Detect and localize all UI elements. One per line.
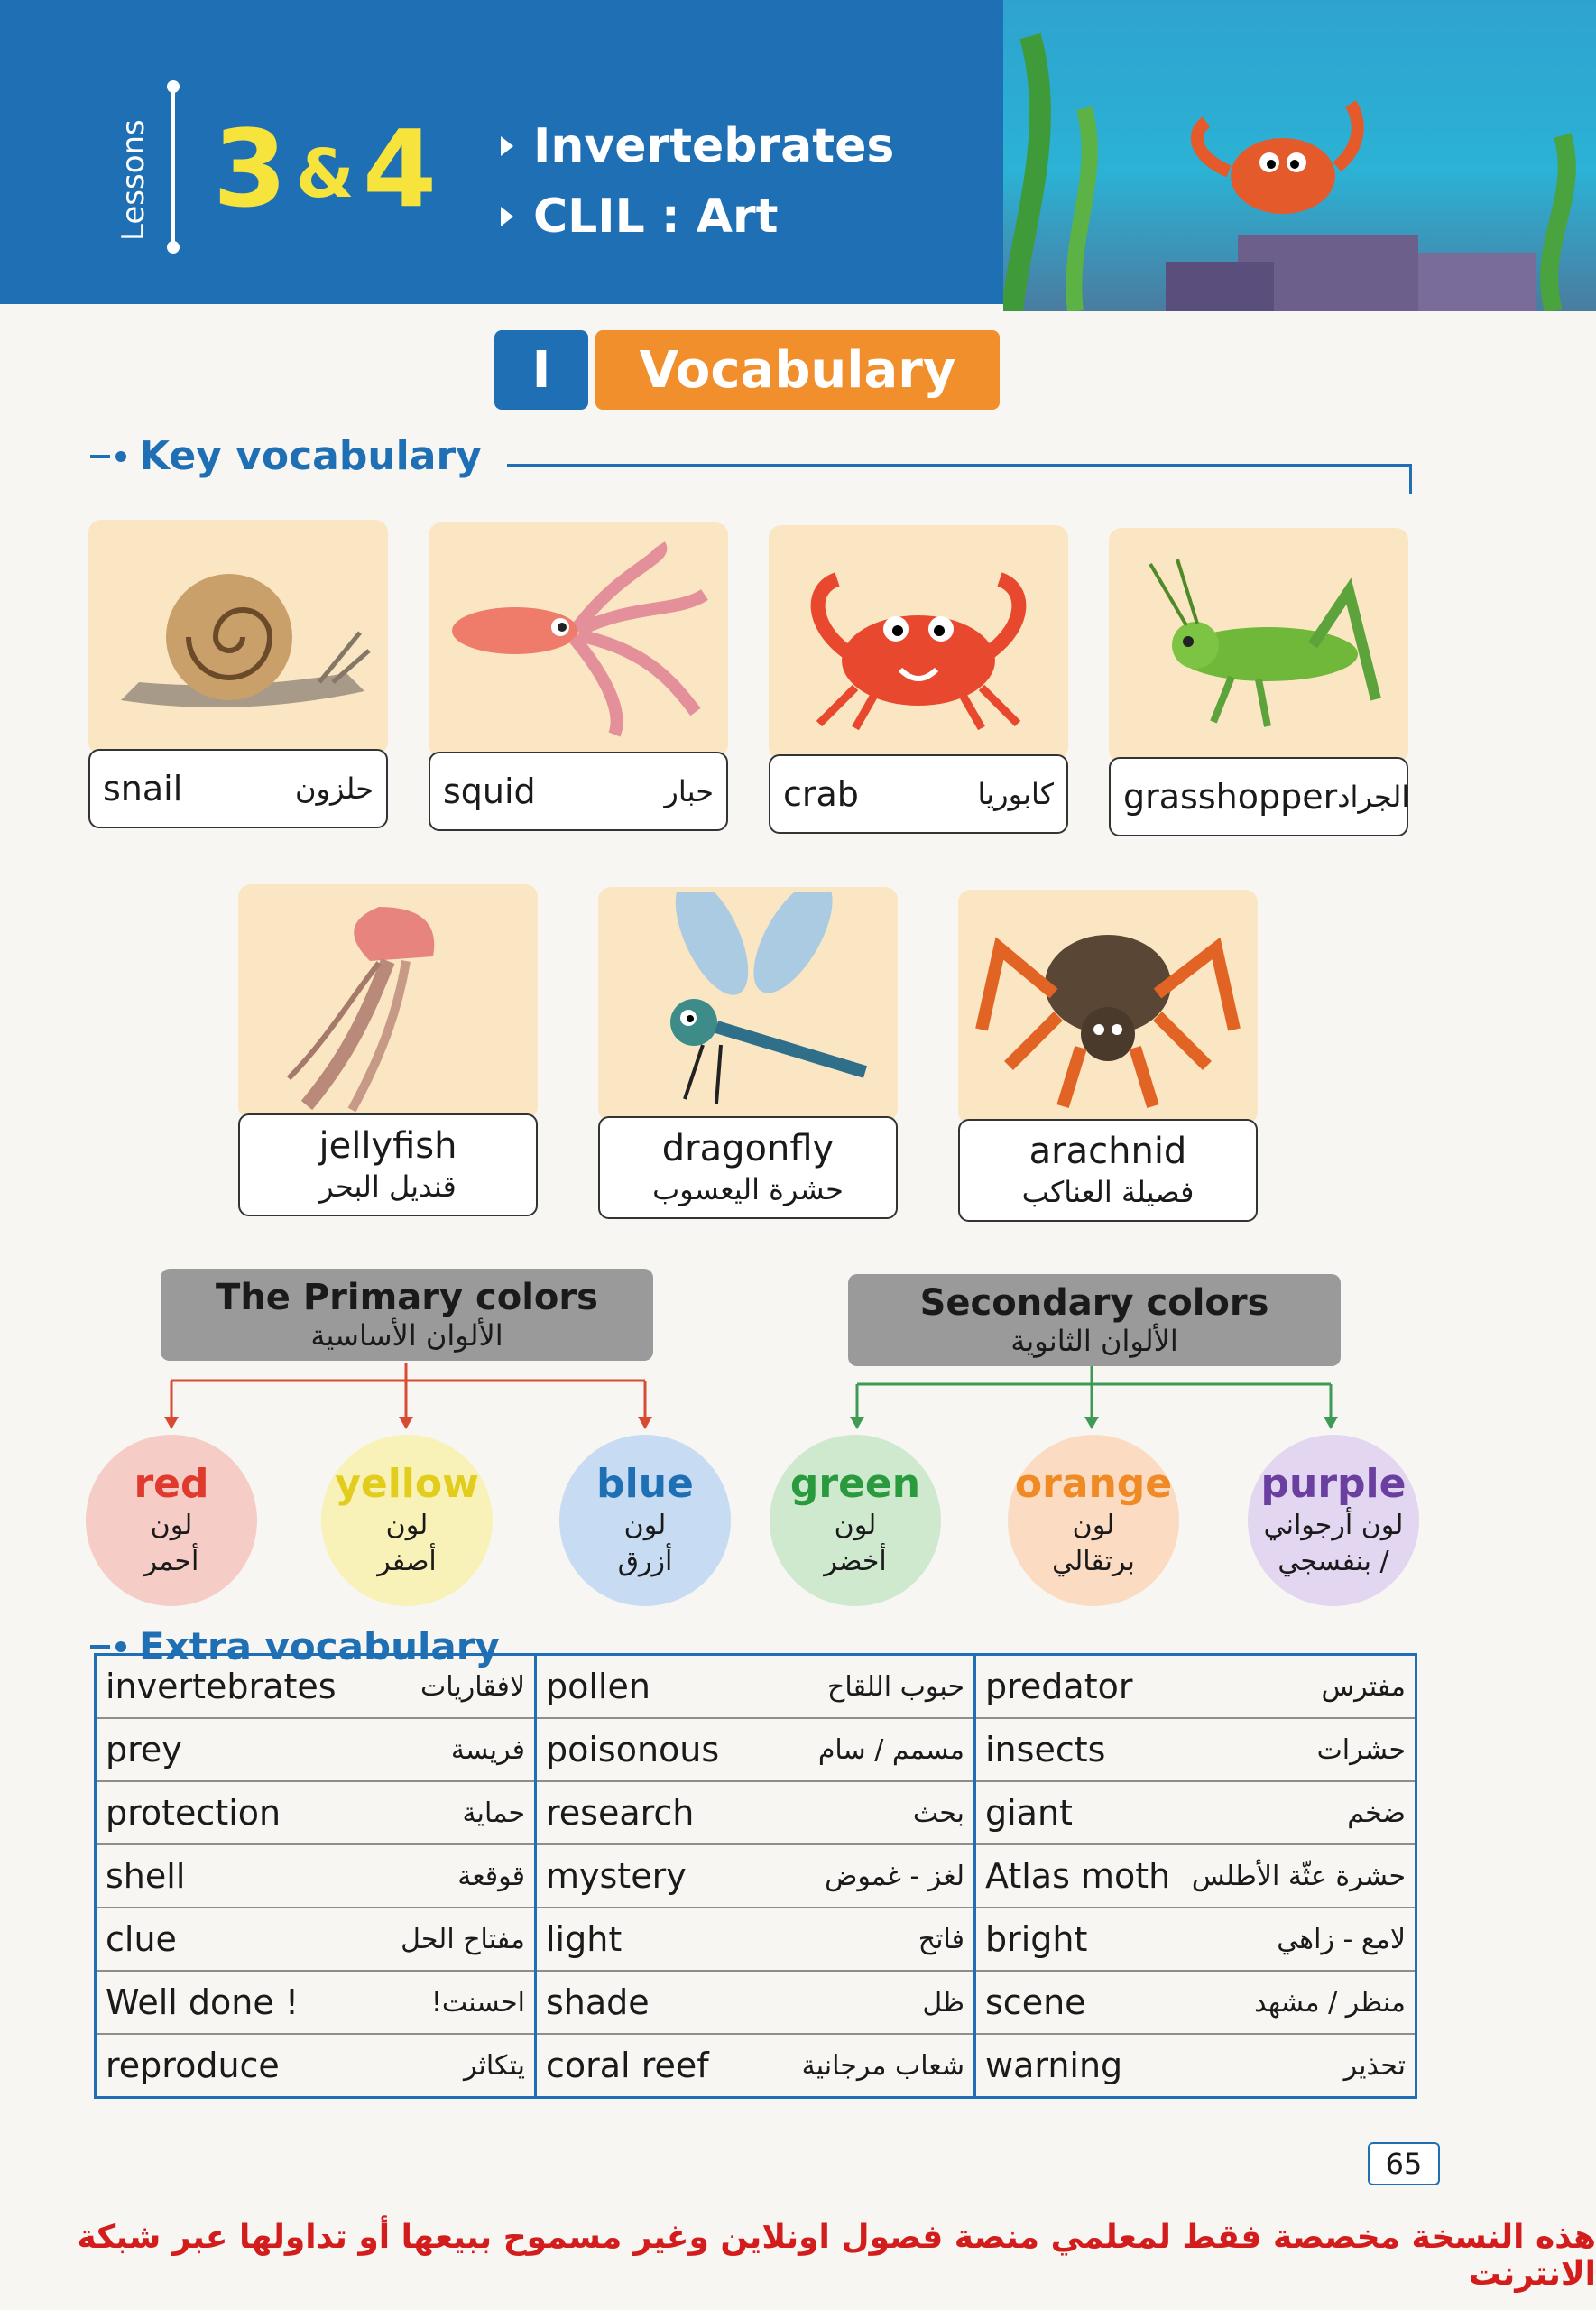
vocab-card-jellyfish (238, 884, 538, 1216)
vocab-label: squid حبار (429, 752, 728, 831)
dragonfly-picture (598, 887, 898, 1122)
section-number: I (494, 330, 588, 410)
color-circle-purple: purple لون أرجواني / بنفسجي (1248, 1435, 1419, 1606)
underwater-scene-illustration (1003, 0, 1596, 311)
copyright-notice: هذه النسخة مخصصة فقط لمعلمي منصة فصول اونلاين وغير مسموح ببيعها أو تداولها عبر شبكة الانترنت (77, 2219, 1596, 2293)
crab-picture (769, 525, 1068, 760)
secondary-colors-heading: Secondary colors الألوان الثانوية (848, 1274, 1341, 1366)
triangle-icon (501, 207, 513, 226)
vocab-card-arachnid (958, 890, 1258, 1222)
topic-clil-art: CLIL : Art (501, 189, 779, 244)
header-divider (171, 86, 175, 248)
section-title: Vocabulary (595, 330, 1000, 410)
snail-icon (103, 547, 374, 727)
heading-rule (507, 464, 1412, 494)
grasshopper-picture (1109, 528, 1408, 762)
triangle-icon (501, 136, 513, 156)
vocab-label: snail حلزون (88, 749, 388, 828)
dragonfly-icon (613, 892, 883, 1117)
squid-picture (429, 522, 728, 757)
color-circle-yellow: yellow لون أصفر (321, 1435, 493, 1606)
bullet-icon (115, 1641, 126, 1652)
color-connector-arrows (0, 1354, 1596, 1435)
spider-picture (958, 890, 1258, 1124)
jellyfish-icon (253, 889, 523, 1114)
vocab-label: grasshopper الجراد (1109, 757, 1408, 836)
table-row: shell قوقعة mystery لغز - غموض Atlas moth حشرة عثّة الأطلس (96, 1844, 1416, 1908)
bullet-icon (115, 451, 126, 462)
table-row: Well done ! احسنت! shade ظل scene منظر / مشهد (96, 1971, 1416, 2034)
table-row: invertebrates لافقاريات pollen حبوب اللقاح predator مفترس (96, 1655, 1416, 1719)
topic-invertebrates: Invertebrates (501, 119, 894, 173)
vocab-label: dragonfly حشرة اليعسوب (598, 1116, 898, 1219)
color-circle-green: green لون أخضر (770, 1435, 941, 1606)
vocab-card-snail (88, 520, 388, 828)
crab-reef-icon (1003, 0, 1596, 311)
color-circle-red: red لون أحمر (86, 1435, 257, 1606)
vocab-label: arachnid فصيلة العناكب (958, 1119, 1258, 1222)
vocab-card-crab (769, 525, 1068, 834)
vocab-label: crab كابوريا (769, 754, 1068, 834)
vocab-card-squid (429, 522, 728, 831)
vocab-card-grasshopper (1109, 528, 1408, 836)
lesson-ampersand: & (296, 135, 355, 213)
extra-vocabulary-heading: Extra vocabulary (90, 1624, 500, 1668)
page-number: 65 (1368, 2142, 1440, 2185)
jellyfish-picture (238, 884, 538, 1119)
key-vocabulary-heading: Key vocabulary (90, 433, 482, 479)
color-circle-orange: orange لون برتقالي (1008, 1435, 1179, 1606)
table-row: reproduce يتكاثر coral reef شعاب مرجانية warning تحذير (96, 2034, 1416, 2098)
vocab-card-dragonfly (598, 887, 898, 1219)
primary-colors-heading: The Primary colors الألوان الأساسية (161, 1269, 653, 1361)
spider-icon (973, 894, 1243, 1120)
color-circle-blue: blue لون أزرق (559, 1435, 731, 1606)
lesson-number-b: 4 (363, 106, 438, 231)
extra-vocabulary-table (94, 1653, 1417, 2099)
lessons-label: Lessons (115, 119, 152, 242)
vocab-label: jellyfish قنديل البحر (238, 1113, 538, 1216)
lesson-number-a: 3 (213, 106, 288, 231)
squid-icon (443, 541, 714, 739)
crab-icon (783, 552, 1054, 733)
snail-picture (88, 520, 388, 754)
table-row: prey فريسة poisonous مسمم / سام insects حشرات (96, 1718, 1416, 1781)
grasshopper-icon (1123, 555, 1394, 735)
table-row: protection حماية research بحث giant ضخم (96, 1781, 1416, 1844)
table-row: clue مفتاح الحل light فاتح bright لامع - زاهي (96, 1908, 1416, 1971)
